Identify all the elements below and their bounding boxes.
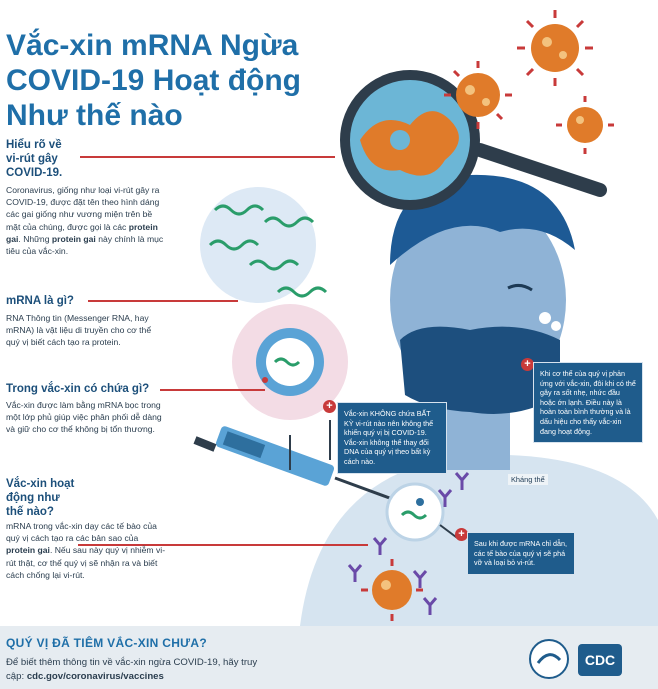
plus-icon: + [455,528,468,541]
footer-heading: QUÝ VỊ ĐÃ TIÊM VẮC-XIN CHƯA? [6,636,208,650]
cell [387,484,443,540]
section-virus-text: Coronavirus, giống như loại vi-rút gây ra COVID-19, được đặt tên theo hình dáng các gai giống như vương miện trên bề mặt của chúng, được gọi là các protein gai. Những protein gai này chính là mục tiêu của vắc-xin. [6,185,164,257]
footer-text: Để biết thêm thông tin về vắc-xin ngừa COVID-19, hãy truy cập: cdc.gov/coronavirus/vaccines [6,657,258,682]
section-virus-heading: Hiểu rõ về vi-rút gây COVID-19. [6,139,63,179]
connector-line-mrna [88,300,238,302]
section-mrna-heading: mRNA là gì? [6,295,74,307]
connector-line-virus [80,156,335,158]
footer-link[interactable]: cdc.gov/coronavirus/vaccines [26,671,164,682]
title-line-2: COVID-19 Hoạt động [6,64,302,97]
virus-3 [556,96,614,154]
antibody-label: Kháng thể [508,474,548,485]
section-how-text: mRNA trong vắc-xin dạy các tế bào của quý vị cách tạo ra các bản sao của protein gai. Nếu sau này quý vị nhiễm vi-rút thật, cơ thể quý vị sẽ nhận ra và biết cách chống lại vi-rút. [6,521,166,580]
section-how-heading: Vắc-xin hoạt động như thế nào? [6,478,75,518]
plus-icon: + [521,358,534,371]
hhs-logo [528,638,570,680]
footer [0,626,658,689]
title-line-3: Như thế nào [6,99,183,132]
title-line-1: Vắc-xin mRNA Ngừa [6,29,299,62]
cdc-logo: CDC [578,644,622,676]
callout-side-effects: Khi cơ thể của quý vị phản ứng với vắc-xin, đôi khi có thể gây ra sốt nhẹ, nhức đầu hoặc ớn lạnh. Điều này là hoàn toàn bình thường và là dấu hiệu cho thấy vắc-xin đang hoạt động. [533,362,643,443]
virus-1 [517,10,593,86]
section-contents-heading: Trong vắc-xin có chứa gì? [6,383,150,395]
callout-destroy: Sau khi được mRNA chỉ dẫn, các tế bào của quý vị sẽ phá vỡ và loại bỏ vi-rút. [467,532,575,575]
plus-icon: + [323,400,336,413]
connector-line-contents [160,389,265,391]
sweat-drop [539,312,551,324]
callout-vaccine-safe: Vắc-xin KHÔNG chứa BẤT KỲ vi-rút nào nên không thể khiến quý vị bị COVID-19. Vắc-xin không thể thay đổi DNA của quý vị theo bất kỳ cách nào. [337,402,447,474]
section-contents-text: Vắc-xin được làm bằng mRNA bọc trong một lớp phủ giúp việc phân phối dễ dàng và giữ cho cơ thể không bị tổn thương. [6,400,162,435]
section-mrna-text: RNA Thông tin (Messenger RNA, hay mRNA) là vật liệu di truyền cho cơ thể quý vị biết cách tạo ra protein. [6,313,152,348]
